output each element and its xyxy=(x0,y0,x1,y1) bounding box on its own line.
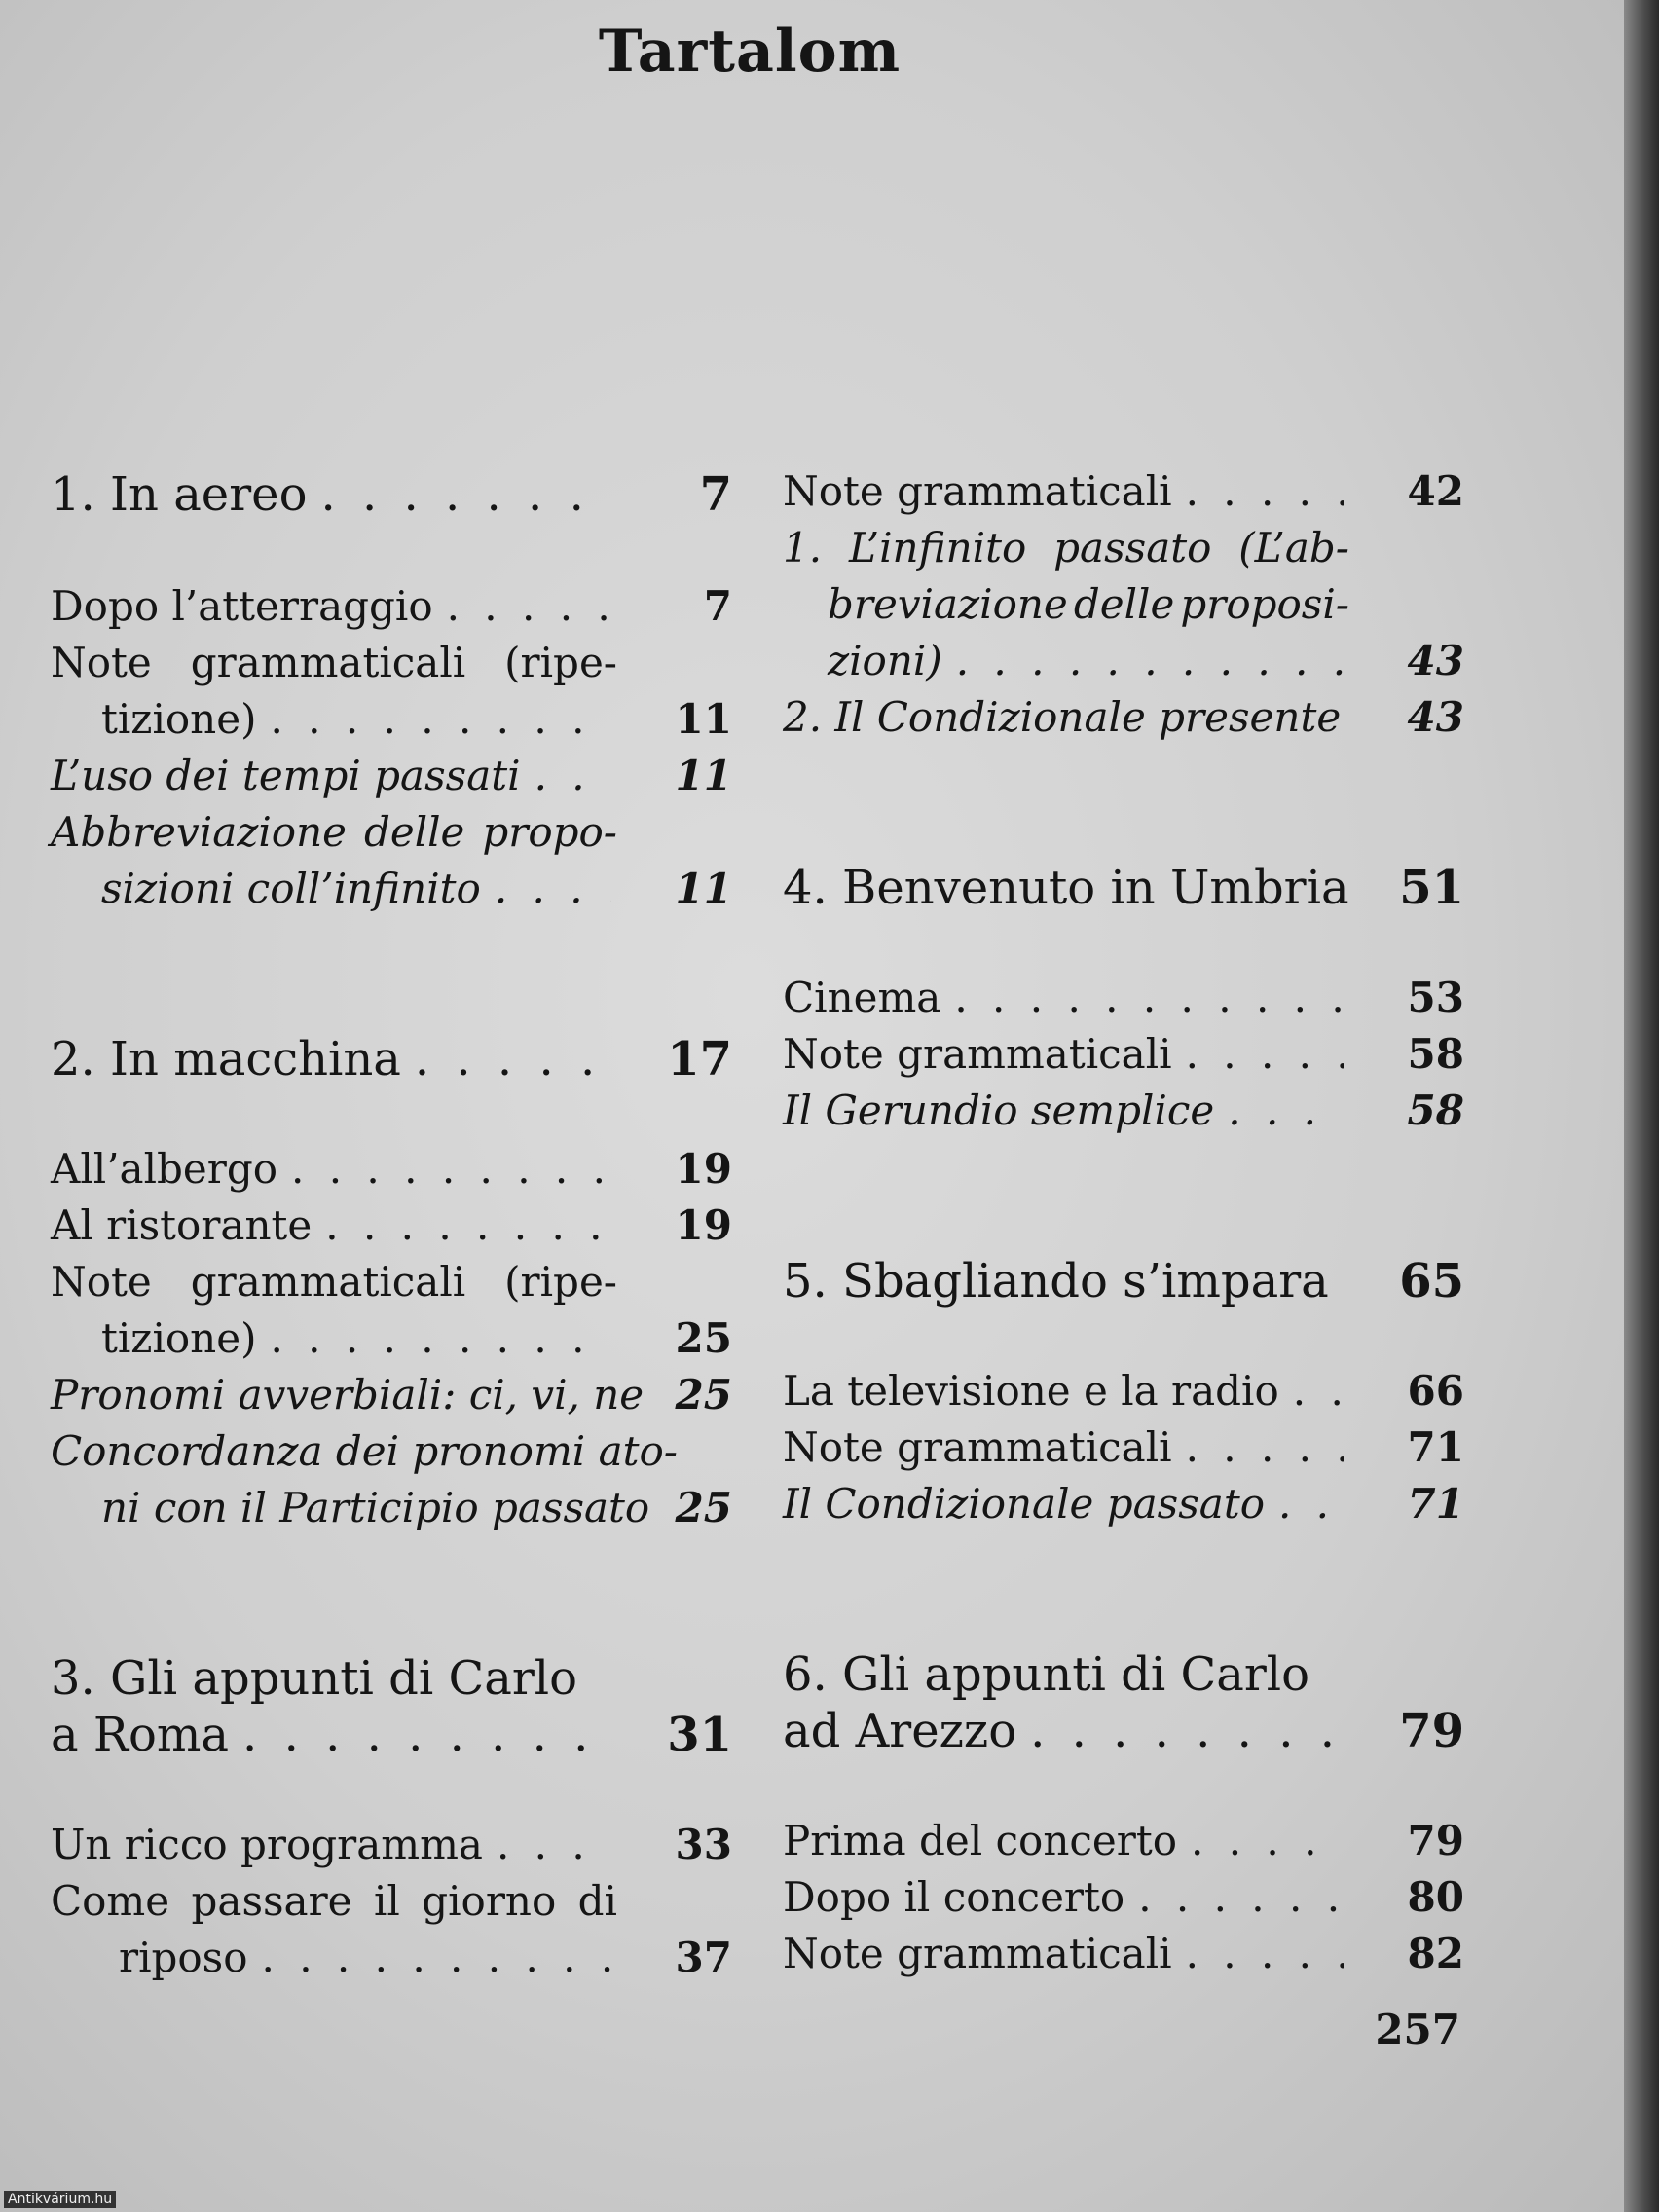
toc-entry: Note grammaticali (ripe- xyxy=(51,639,617,686)
toc-chapter-6-title: 6. Gli appunti di Carlo xyxy=(783,1647,1310,1702)
page-edge-shadow xyxy=(1624,0,1659,2212)
toc-entry: Cinema . . . 53 xyxy=(783,974,1464,1032)
toc-entry: sizioni coll’infinito . . . 11 xyxy=(51,865,732,923)
toc-entry: Al ristorante . . . 19 xyxy=(51,1201,732,1260)
toc-entry: Un ricco programma . . . 33 xyxy=(51,1821,732,1879)
toc-entry: Prima del concerto . . . 79 xyxy=(783,1817,1464,1875)
watermark: Antikvárium.hu xyxy=(4,2191,116,2208)
toc-entry: Dopo il concerto . . . 80 xyxy=(783,1873,1464,1932)
toc-entry: tizione) . . . 11 xyxy=(51,695,732,754)
toc-entry: 1. L’infinito passato (L’ab- xyxy=(783,524,1349,571)
toc-entry: Note grammaticali . . . 82 xyxy=(783,1930,1464,1988)
toc-chapter-2: 2. In macchina . . . 17 xyxy=(51,1032,732,1090)
toc-entry: tizione) . . . 25 xyxy=(51,1314,732,1373)
toc-entry: All’albergo . . . 19 xyxy=(51,1145,732,1203)
toc-chapter-3-title: 3. Gli appunti di Carlo xyxy=(51,1651,578,1706)
toc-entry: Pronomi avverbiali: ci, vi, ne 25 xyxy=(51,1371,732,1419)
toc-entry: Il Condizionale passato . . . 71 xyxy=(783,1480,1464,1538)
toc-chapter-6: ad Arezzo . . . 79 xyxy=(783,1704,1464,1762)
toc-entry: Note grammaticali . . . 42 xyxy=(783,467,1464,526)
toc-chapter-5: 5. Sbagliando s’impara 65 xyxy=(783,1254,1464,1309)
toc-entry: zioni) . . . 43 xyxy=(783,637,1464,695)
toc-entry: Come passare il giorno di xyxy=(51,1877,617,1925)
toc-entry: 2. Il Condizionale presente 43 xyxy=(783,693,1464,741)
page-number: 257 xyxy=(1375,2006,1460,2053)
toc-entry: breviazione delle proposi- xyxy=(828,580,1349,628)
toc-entry: riposo . . . 37 xyxy=(51,1934,732,1992)
toc-entry: Dopo l’atterraggio . . . 7 xyxy=(51,582,732,641)
toc-entry: L’uso dei tempi passati . . . 11 xyxy=(51,752,732,810)
toc-entry: ni con il Participio passato 25 xyxy=(101,1484,732,1531)
toc-entry: Abbreviazione delle propo- xyxy=(51,808,617,856)
toc-entry: Concordanza dei pronomi ato- xyxy=(51,1427,678,1475)
toc-chapter-3: a Roma . . . 31 xyxy=(51,1708,732,1766)
page-title: Tartalom xyxy=(598,18,902,86)
toc-chapter-4: 4. Benvenuto in Umbria 51 xyxy=(783,861,1464,915)
toc-chapter-1: 1. In aereo . . . 7 xyxy=(51,467,732,526)
toc-entry: Note grammaticali . . . 71 xyxy=(783,1423,1464,1482)
toc-entry: Note grammaticali (ripe- xyxy=(51,1258,617,1306)
toc-entry: Note grammaticali . . . 58 xyxy=(783,1030,1464,1088)
toc-entry: La televisione e la radio . . . 66 xyxy=(783,1367,1464,1425)
toc-entry: Il Gerundio semplice . . . 58 xyxy=(783,1087,1464,1145)
